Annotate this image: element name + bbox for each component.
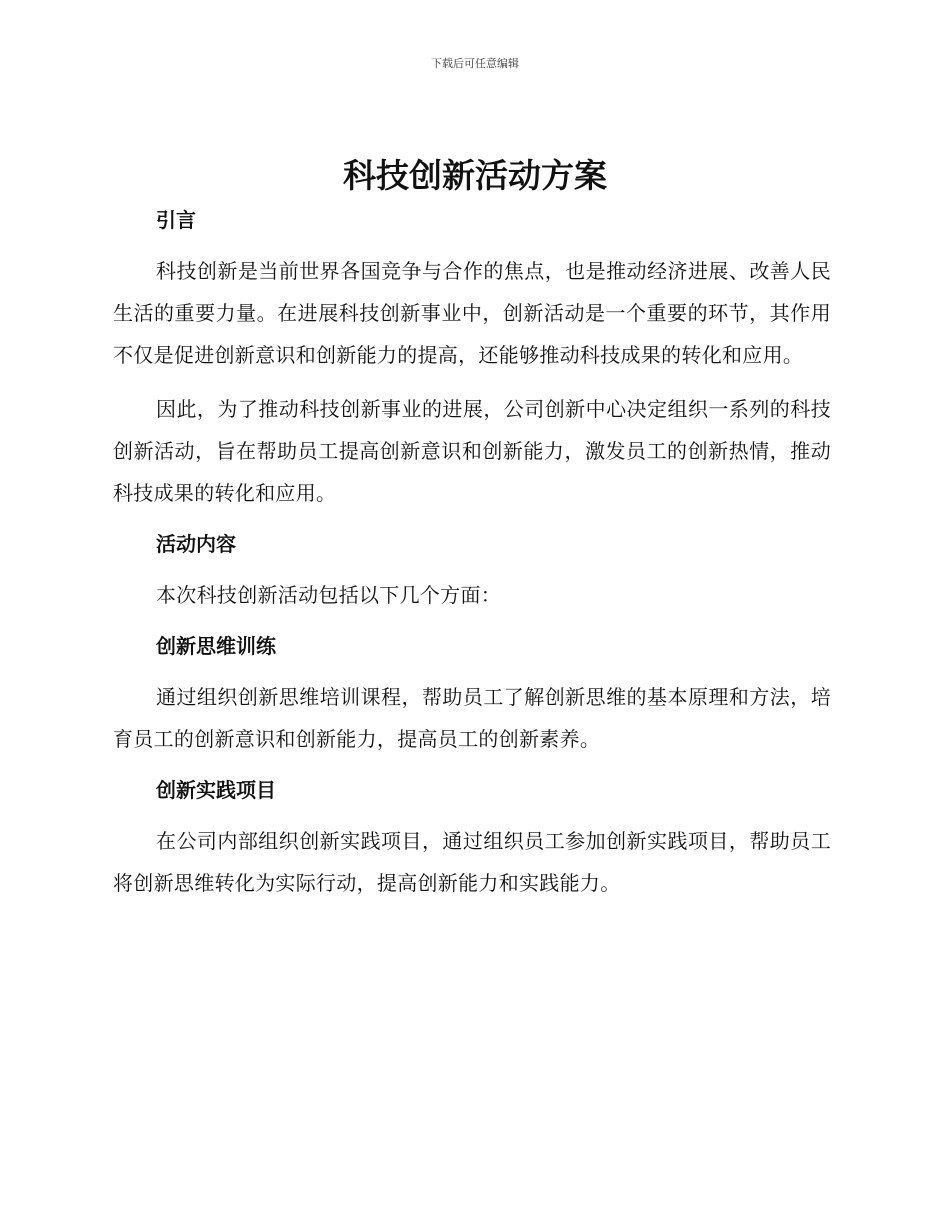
header-note: 下载后可任意编辑 (431, 57, 519, 70)
paragraph-content-1: 本次科技创新活动包括以下几个方面： (156, 583, 502, 607)
paragraph-thinking-1: 通过组织创新思维培训课程，帮助员工了解创新思维的基本原理和方法，培育员工的创新意识和创新能力，提高员工的创新素养。 (113, 685, 831, 751)
section-heading-practice: 创新实践项目 (156, 778, 276, 802)
section-heading-intro: 引言 (156, 208, 196, 232)
paragraph-intro-2: 因此，为了推动科技创新事业的进展，公司创新中心决定组织一系列的科技创新活动，旨在帮助员工提高创新意识和创新能力，激发员工的创新热情，推动科技成果的转化和应用。 (113, 397, 831, 505)
paragraph-intro-1: 科技创新是当前世界各国竞争与合作的焦点，也是推动经济进展、改善人民生活的重要力量。在进展科技创新事业中，创新活动是一个重要的环节，其作用不仅是促进创新意识和创新能力的提高，还能够推动科技成果的转化和应用。 (113, 259, 831, 367)
document-body (113, 202, 831, 916)
section-heading-thinking: 创新思维训练 (156, 634, 276, 658)
paragraph-practice-1: 在公司内部组织创新实践项目，通过组织员工参加创新实践项目，帮助员工将创新思维转化为实际行动，提高创新能力和实践能力。 (113, 829, 831, 895)
section-heading-content: 活动内容 (156, 532, 236, 556)
document-title: 科技创新活动方案 (343, 156, 607, 195)
